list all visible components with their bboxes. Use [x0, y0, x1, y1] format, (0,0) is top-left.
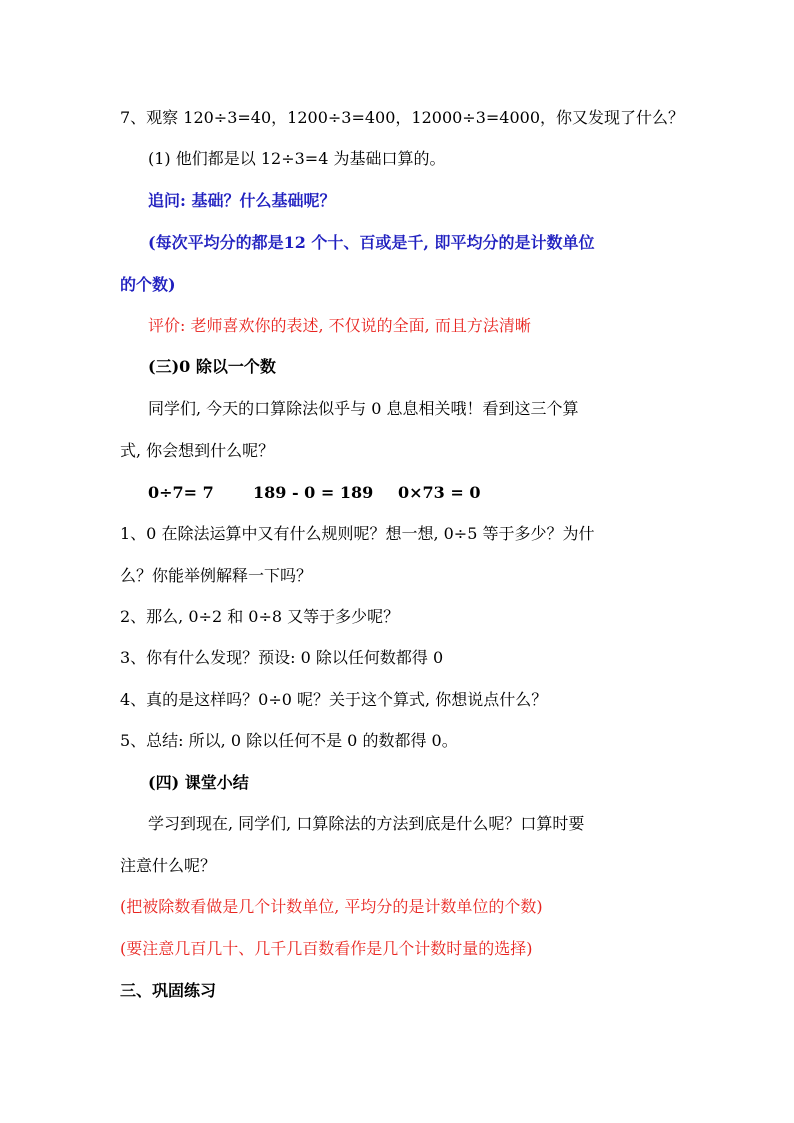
answer-1: (1) 他们都是以 12÷3=4 为基础口算的。 — [148, 149, 446, 168]
evaluation-note: 评价: 老师喜欢你的表述, 不仅说的全面, 而且方法清晰 — [148, 316, 531, 335]
section-heading-3: (三)0 除以一个数 — [148, 357, 276, 376]
question-3: 3、你有什么发现？预设: 0 除以任何数都得 0 — [120, 648, 444, 667]
question-1-line-2: 么？你能举例解释一下吗？ — [120, 566, 313, 585]
intro-paragraph-line-2: 式, 你会想到什么呢？ — [120, 441, 275, 460]
summary-point-5: 5、总结: 所以, 0 除以任何不是 0 的数都得 0。 — [120, 731, 458, 750]
formula-3: 0×73 = 0 — [398, 483, 481, 502]
summary-paragraph-line-1: 学习到现在, 同学们, 口算除法的方法到底是什么呢？口算时要 — [148, 814, 585, 833]
summary-paragraph-line-2: 注意什么呢？ — [120, 856, 217, 875]
follow-up-answer-line-2: 的个数) — [120, 275, 176, 294]
formula-2: 189 - 0 = 189 — [253, 483, 374, 502]
question-4: 4、真的是这样吗？0÷0 呢？关于这个算式, 你想说点什么？ — [120, 690, 548, 709]
follow-up-question: 追问: 基础？什么基础呢？ — [148, 191, 336, 210]
section-heading-4: (四) 课堂小结 — [148, 773, 249, 792]
question-1-line-1: 1、0 在除法运算中又有什么规则呢？想一想, 0÷5 等于多少？为什 — [120, 524, 595, 543]
question-7: 7、观察 120÷3=40，1200÷3=400，12000÷3=4000，你又发现了什么？ — [120, 108, 685, 127]
question-2: 2、那么, 0÷2 和 0÷8 又等于多少呢？ — [120, 607, 400, 626]
answer-note-2: (要注意几百几十、几千几百数看作是几个计数时量的选择) — [120, 939, 533, 958]
intro-paragraph-line-1: 同学们, 今天的口算除法似乎与 0 息息相关哦！看到这三个算 — [148, 399, 579, 418]
answer-note-1: (把被除数看做是几个计数单位, 平均分的是计数单位的个数) — [120, 897, 543, 916]
section-heading-practice: 三、巩固练习 — [120, 981, 217, 1000]
formula-1: 0÷7= 7 — [148, 483, 214, 502]
follow-up-answer-line-1: (每次平均分的都是12 个十、百或是千, 即平均分的是计数单位 — [148, 233, 595, 252]
